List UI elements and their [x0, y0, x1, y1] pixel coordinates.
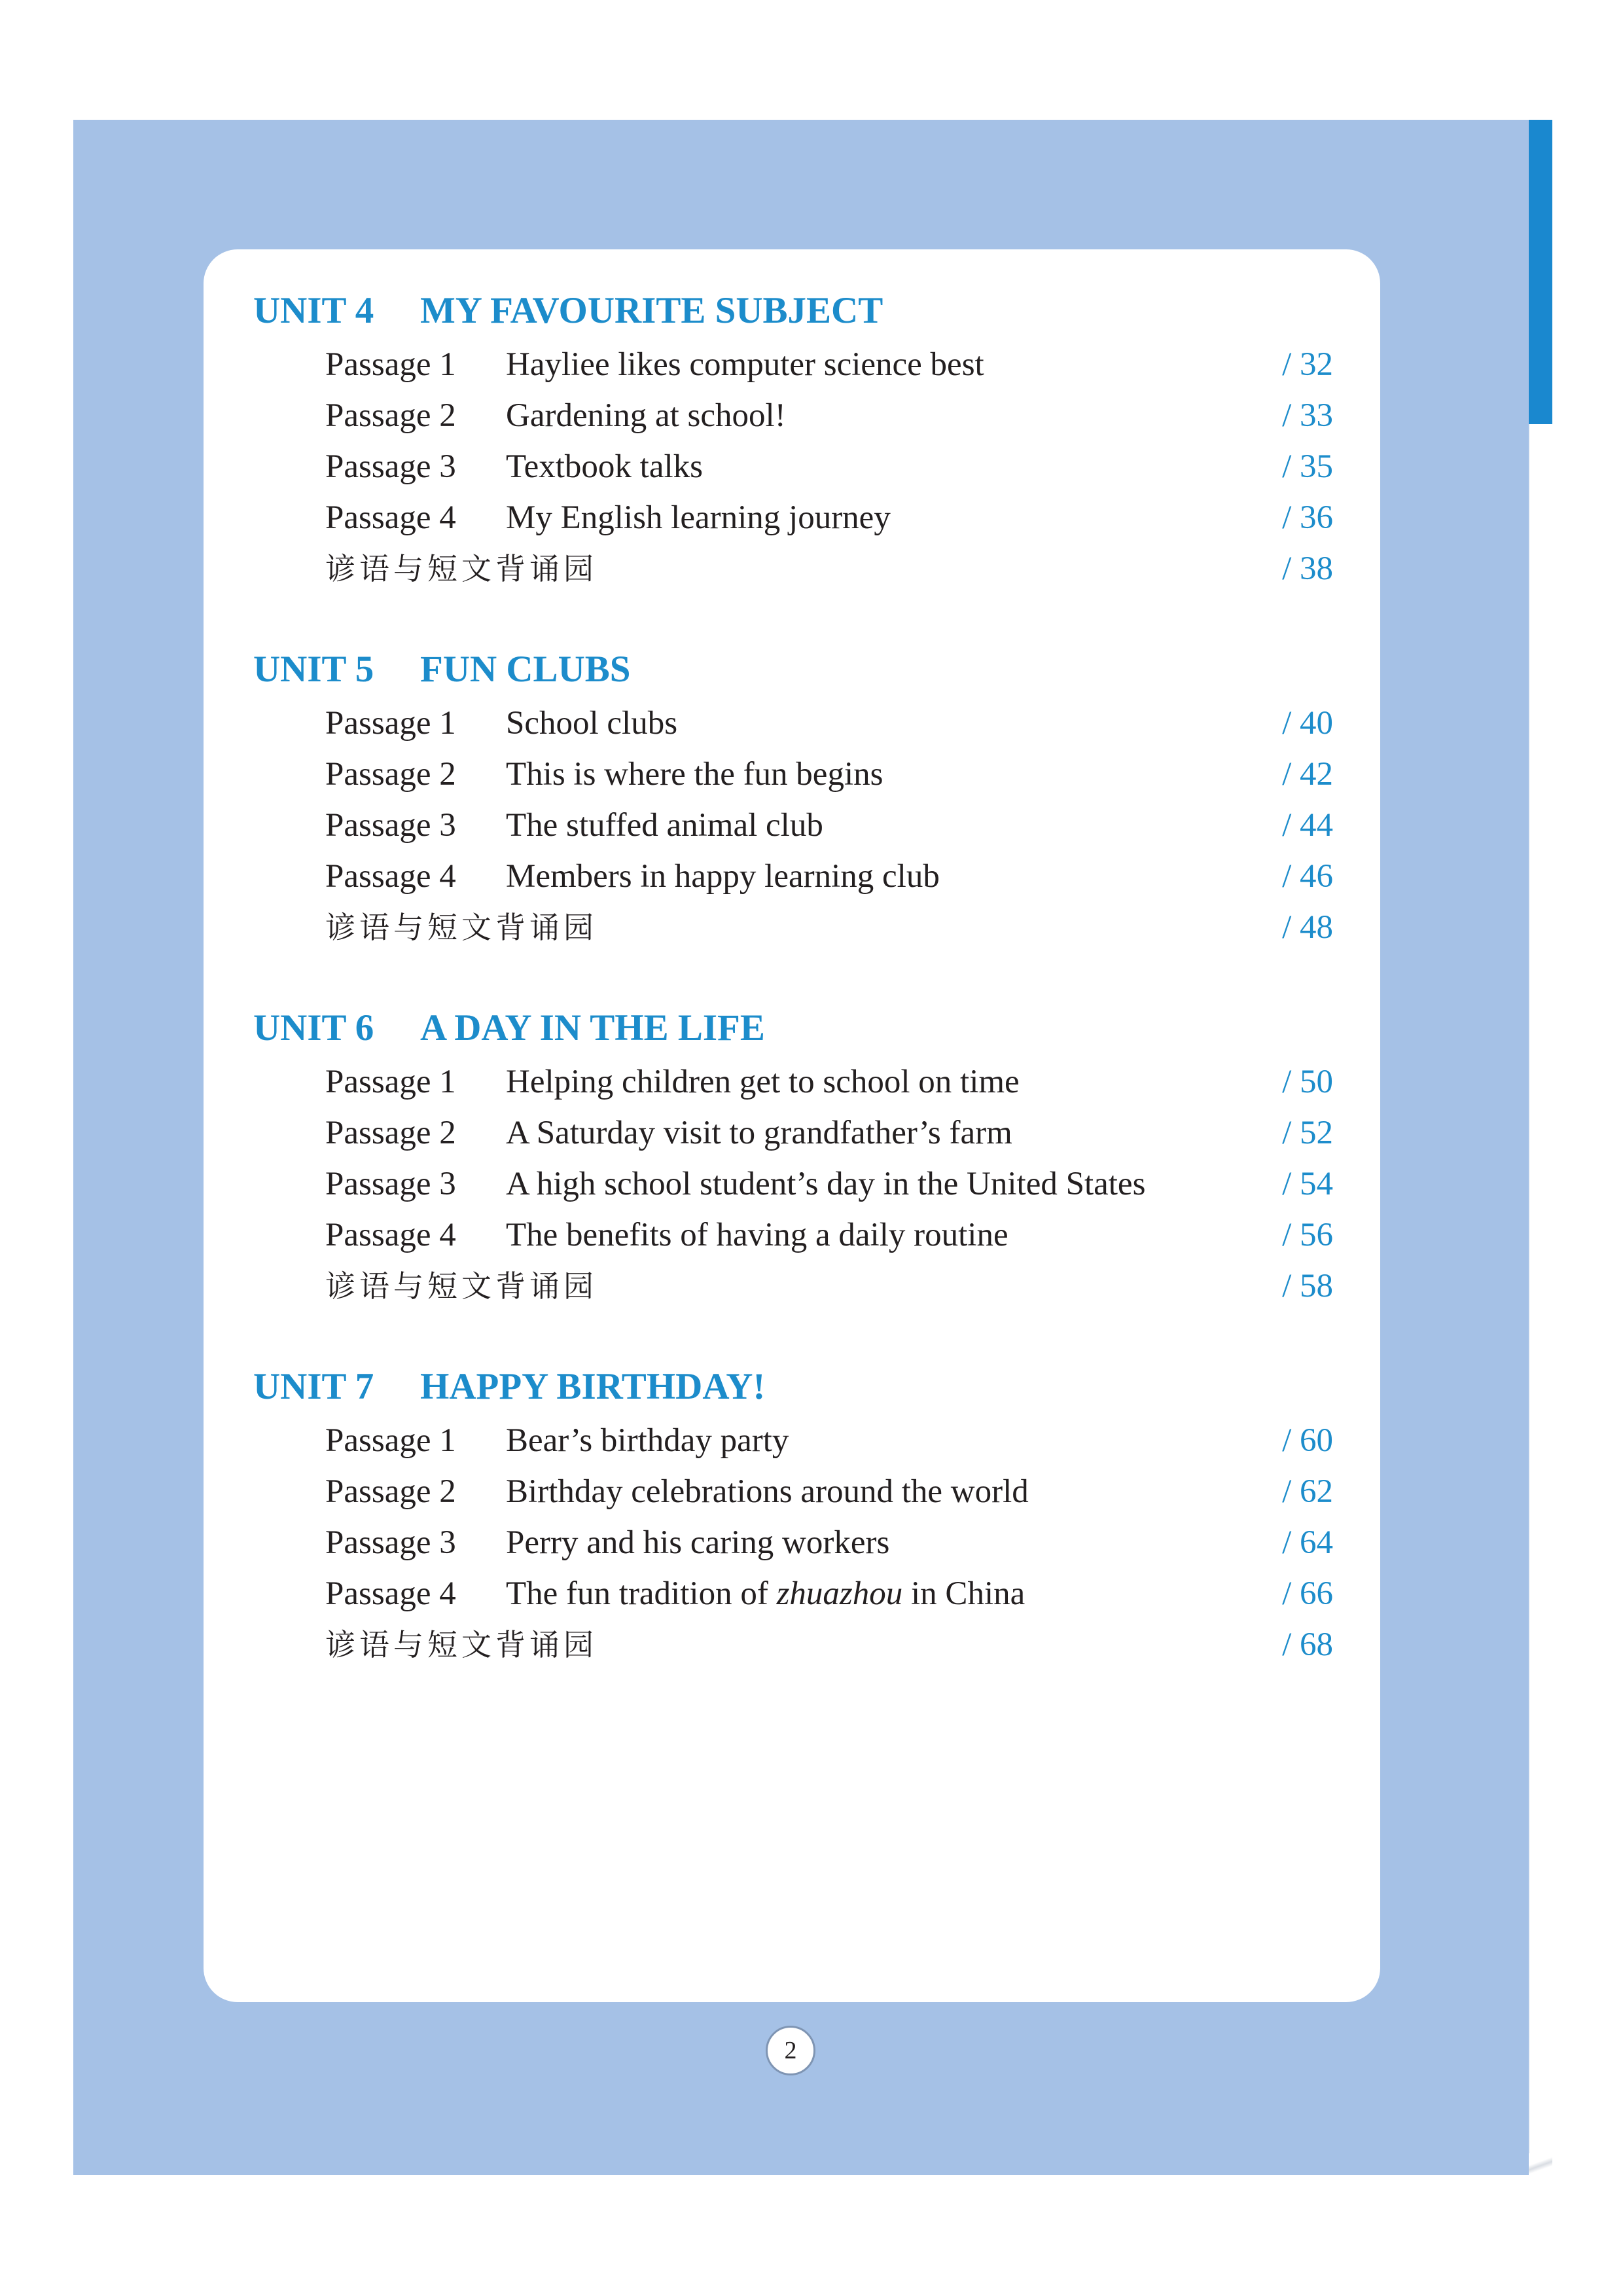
- passage-title: Textbook talks: [506, 448, 703, 485]
- passage-title: [506, 1568, 1025, 1619]
- page-reference: / 68: [1282, 1626, 1333, 1663]
- unit-heading: [253, 1361, 765, 1413]
- passage-title: Members in happy learning club: [506, 858, 940, 895]
- passage-title: Gardening at school!: [506, 397, 786, 434]
- passage-title: Perry and his caring workers: [506, 1524, 890, 1561]
- page-reference: / 40: [1282, 705, 1333, 742]
- contents-card: [204, 249, 1380, 2002]
- recite-label: 谚语与短文背诵园: [325, 1627, 597, 1662]
- page-reference: / 54: [1282, 1166, 1333, 1202]
- page-reference: / 66: [1282, 1575, 1333, 1612]
- passage-label: Passage 3: [325, 1166, 456, 1202]
- toc-entry[interactable]: [325, 390, 1333, 441]
- page-reference: / 46: [1282, 858, 1333, 895]
- passage-label: Passage 1: [325, 346, 456, 383]
- passage-label: Passage 4: [325, 1575, 456, 1612]
- unit-number: UNIT 4: [253, 290, 374, 331]
- unit-title: HAPPY BIRTHDAY!: [420, 1366, 766, 1407]
- section-edge-tab: [1529, 120, 1552, 424]
- page-number: 2: [766, 2026, 815, 2075]
- toc-entry[interactable]: [325, 1056, 1333, 1107]
- passage-title: Helping children get to school on time: [506, 1064, 1020, 1100]
- toc-entry[interactable]: [325, 1107, 1333, 1158]
- passage-title: A Saturday visit to grandfather’s farm: [506, 1115, 1012, 1151]
- passage-label: Passage 3: [325, 448, 456, 485]
- page-reference: / 64: [1282, 1524, 1333, 1561]
- page-reference: / 38: [1282, 550, 1333, 587]
- toc-entry[interactable]: [325, 1210, 1333, 1261]
- unit-number: UNIT 5: [253, 649, 374, 690]
- passage-label: Passage 1: [325, 1064, 456, 1100]
- passage-title: This is where the fun begins: [506, 756, 883, 793]
- toc-entry[interactable]: [325, 1415, 1333, 1466]
- toc-entry[interactable]: [325, 749, 1333, 800]
- toc-entry-recite[interactable]: [325, 1619, 1333, 1670]
- recite-label: 谚语与短文背诵园: [325, 1268, 597, 1304]
- page-edge-strip: [1529, 424, 1554, 2175]
- toc-entry[interactable]: [325, 1517, 1333, 1568]
- passage-title: School clubs: [506, 705, 678, 742]
- page-reference: / 48: [1282, 909, 1333, 946]
- page-reference: / 62: [1282, 1473, 1333, 1510]
- passage-label: Passage 3: [325, 807, 456, 844]
- page-curl: [1529, 2153, 1552, 2175]
- page-reference: / 58: [1282, 1268, 1333, 1304]
- unit-number: UNIT 6: [253, 1007, 374, 1049]
- page-reference: / 50: [1282, 1064, 1333, 1100]
- passage-title: My English learning journey: [506, 499, 891, 536]
- page-reference: / 33: [1282, 397, 1333, 434]
- toc-entry[interactable]: [325, 1568, 1333, 1619]
- page-reference: / 56: [1282, 1217, 1333, 1253]
- page-reference: / 36: [1282, 499, 1333, 536]
- passage-label: Passage 1: [325, 705, 456, 742]
- passage-label: Passage 2: [325, 397, 456, 434]
- page-reference: / 32: [1282, 346, 1333, 383]
- passage-label: Passage 4: [325, 1217, 456, 1253]
- toc-entry[interactable]: [325, 1158, 1333, 1210]
- passage-title: Bear’s birthday party: [506, 1422, 789, 1459]
- recite-label: 谚语与短文背诵园: [325, 910, 597, 945]
- toc-entry-recite[interactable]: [325, 1261, 1333, 1312]
- passage-label: Passage 4: [325, 499, 456, 536]
- page-reference: / 52: [1282, 1115, 1333, 1151]
- passage-title: Hayliee likes computer science best: [506, 346, 984, 383]
- toc-entry[interactable]: [325, 851, 1333, 902]
- recite-label: 谚语与短文背诵园: [325, 551, 597, 586]
- toc-entry[interactable]: [325, 698, 1333, 749]
- unit-heading: [253, 643, 630, 696]
- unit-title: A DAY IN THE LIFE: [420, 1007, 765, 1049]
- passage-label: Passage 3: [325, 1524, 456, 1561]
- toc-entry[interactable]: [325, 339, 1333, 390]
- unit-heading: [253, 1002, 765, 1054]
- toc-entry[interactable]: [325, 1466, 1333, 1517]
- passage-title-part: The fun tradition of: [506, 1575, 777, 1612]
- toc-entry[interactable]: [325, 492, 1333, 543]
- passage-label: Passage 2: [325, 1473, 456, 1510]
- passage-title: A high school student’s day in the United States: [506, 1166, 1146, 1202]
- toc-entry[interactable]: [325, 441, 1333, 492]
- page-reference: / 60: [1282, 1422, 1333, 1459]
- unit-title: MY FAVOURITE SUBJECT: [420, 290, 883, 331]
- passage-label: Passage 2: [325, 756, 456, 793]
- passage-title-italic: zhuazhou: [776, 1575, 903, 1612]
- unit-heading: [253, 285, 883, 337]
- passage-label: Passage 2: [325, 1115, 456, 1151]
- toc-entry-recite[interactable]: [325, 543, 1333, 594]
- unit-title: FUN CLUBS: [420, 649, 631, 690]
- passage-title-part: in China: [902, 1575, 1026, 1612]
- passage-label: Passage 4: [325, 858, 456, 895]
- page-reference: / 42: [1282, 756, 1333, 793]
- page-reference: / 44: [1282, 807, 1333, 844]
- unit-number: UNIT 7: [253, 1366, 374, 1407]
- toc-entry-recite[interactable]: [325, 902, 1333, 953]
- passage-title: The stuffed animal club: [506, 807, 823, 844]
- page-reference: / 35: [1282, 448, 1333, 485]
- toc-entry[interactable]: [325, 800, 1333, 851]
- passage-title: Birthday celebrations around the world: [506, 1473, 1029, 1510]
- passage-label: Passage 1: [325, 1422, 456, 1459]
- passage-title: The benefits of having a daily routine: [506, 1217, 1008, 1253]
